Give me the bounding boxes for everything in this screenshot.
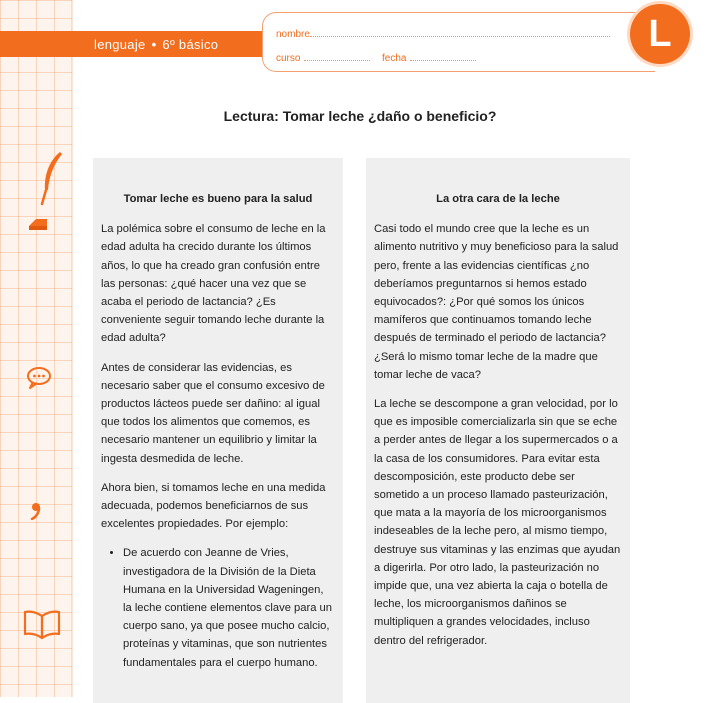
left-paragraph-1: La polémica sobre el consumo de leche en la edad adulta ha crecido durante los últimos años, lo que ha creado gran confusión entre las personas: ¿qué hacer una vez que se acaba el periodo de lactancia? ¿Es conveniente seguir tomando leche durante la edad adulta? [101,223,326,345]
right-column [366,158,630,703]
subject-separator: • [151,36,157,52]
comma-icon [30,502,42,520]
margin-grid-strip [0,0,72,697]
left-paragraph-3: Ahora bien, si tomamos leche en una medida adecuada, podemos beneficiarnos de sus excelentes propiedades. Por ejemplo: [101,481,326,531]
page-title: Lectura: Tomar leche ¿daño o beneficio? [223,108,497,124]
subject-label: lenguaje [94,36,146,52]
right-column-heading: La otra cara de la leche [436,193,560,205]
left-bullet-1: • De acuerdo con Jeanne de Vries, investigadora de la División de la Dieta Humana en la Universidad Wageningen, la leche contiene elementos clave para un cuerpo sano, ya que posee mucho calcio, proteínas y vitaminas, que son nutrientes fundamentales para el cuerpo humano. [123,544,335,671]
subject-bar [0,31,262,57]
left-column-heading: Tomar leche es bueno para la salud [123,193,313,205]
right-paragraph-1: Casi todo el mundo cree que la leche es un alimento nutritivo y muy beneficioso para la salud pero, frente a las evidencias científicas ¿no deberíamos preguntarnos si hemos estado equivocados?: ¿Por qué somos los únicos mamíferos que continuamos tomando leche después de terminado el periodo de lactancia? ¿Será lo mismo tomar leche de la madre que tomar leche de vaca? [374,223,619,381]
right-paragraph-2: La leche se descompone a gran velocidad, por lo que es imposible comercializarla sin que se eche a perder antes de llegar a los supermercados o a la casa de los consumidores. Para evitar esta descomposición, este producto debe ser sometido a un proceso llamado pasteurización, que mata a la mayoría de los microorganismos indeseables de la leche pero, al mismo tiempo, destruye sus vitaminas y las enzimas que ayudan a digerirla. Por otro lado, la pasteurización no impide que, una vez abierta la caja o botella de leche, los microorganismos dañinos se multipliquen a grandes velocidades, incluso dentro del refrigerador. [374,398,621,647]
name-field[interactable] [276,27,610,40]
open-book-icon [22,608,62,640]
grade-label: 6º básico [162,36,219,52]
date-label: fecha [382,53,407,64]
date-blank[interactable] [410,51,476,61]
course-field[interactable] [276,51,370,64]
speech-bubble-icon [26,366,52,390]
course-label: curso [276,53,301,64]
name-blank[interactable] [310,27,610,37]
left-bullet-list [101,544,335,671]
quill-pen-icon [36,150,66,208]
date-field[interactable] [382,51,476,64]
subject-badge [630,4,690,64]
course-blank[interactable] [304,51,370,61]
left-column [93,158,343,703]
left-paragraph-2: Antes de considerar las evidencias, es necesario saber que el consumo excesivo de productos lácteos puede ser dañino: al igual que todos los alimentos que comemos, es necesario mantener un equilibrio y limitar la ingesta desmedida de leche. [101,361,325,465]
badge-letter: L [648,12,672,55]
eraser-icon [26,216,50,234]
name-label: nombre [276,29,310,40]
